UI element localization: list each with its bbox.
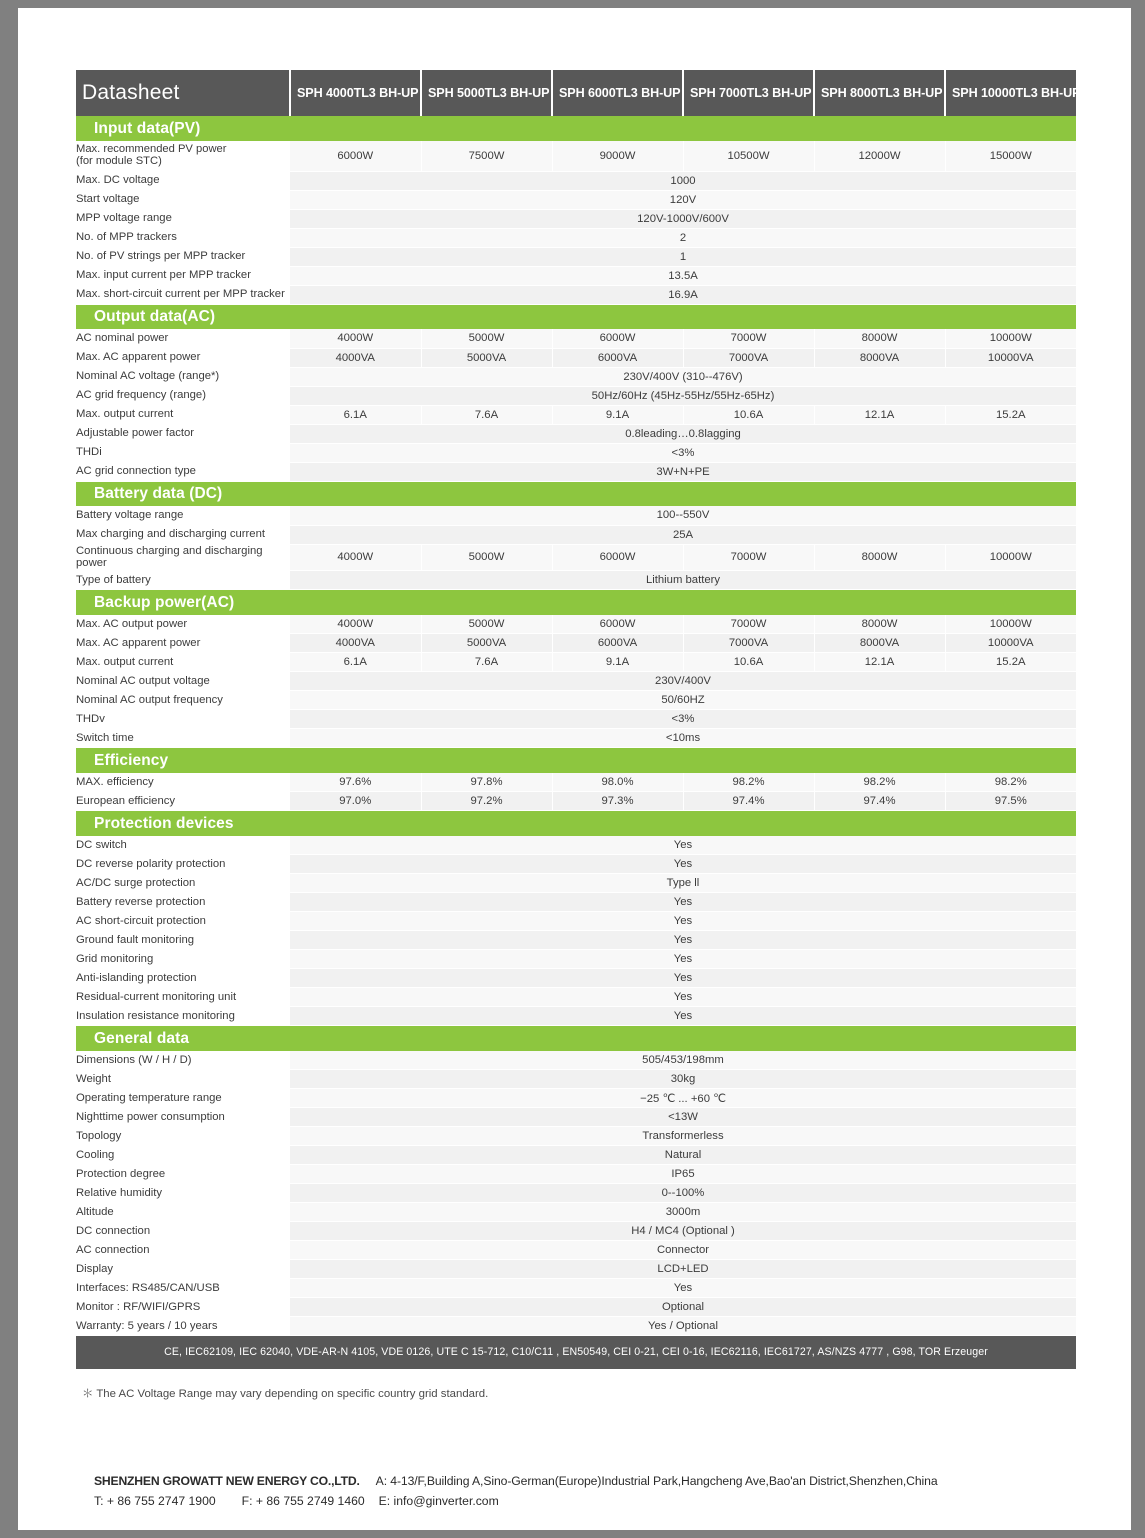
spec-value: 10500W — [683, 141, 814, 171]
company-telephone: T: + 86 755 2747 1900 — [94, 1494, 216, 1508]
table-row — [76, 266, 1076, 285]
table-body — [76, 70, 1081, 1336]
spec-label: DC connection — [76, 1222, 290, 1241]
spec-label: AC short-circuit protection — [76, 912, 290, 931]
company-footer — [94, 1474, 1074, 1508]
spec-label: Interfaces: RS485/CAN/USB — [76, 1279, 290, 1298]
spec-label: Max. short-circuit current per MPP tracker — [76, 285, 290, 304]
table-row — [76, 634, 1076, 653]
section-header-row — [76, 116, 1076, 141]
section-header-row — [76, 748, 1076, 773]
spec-value: 7000VA — [683, 634, 814, 653]
spec-value: 10000VA — [945, 348, 1076, 367]
table-row — [76, 1051, 1076, 1070]
table-row — [76, 171, 1076, 190]
spec-label: No. of PV strings per MPP tracker — [76, 247, 290, 266]
spec-value-spanning: Yes — [290, 1007, 1076, 1026]
spec-value-spanning: Yes — [290, 950, 1076, 969]
spec-label: Insulation resistance monitoring — [76, 1007, 290, 1026]
spec-value: 6000VA — [552, 634, 683, 653]
spec-label: Max. AC output power — [76, 615, 290, 634]
section-header-row — [76, 304, 1076, 329]
spec-value-spanning: 2 — [290, 228, 1076, 247]
spec-value: 5000W — [421, 615, 552, 634]
spec-value: 4000VA — [290, 634, 421, 653]
spec-value-spanning: <13W — [290, 1108, 1076, 1127]
spec-value: 15.2A — [945, 653, 1076, 672]
spec-value-spanning: 230V/400V (310--476V) — [290, 367, 1076, 386]
spec-label: Max. recommended PV power (for module STC) — [76, 141, 290, 171]
section-header-row — [76, 590, 1076, 615]
company-email: E: info@ginverter.com — [378, 1494, 499, 1508]
spec-label: Topology — [76, 1127, 290, 1146]
spec-value: 5000VA — [421, 348, 552, 367]
spec-value: 8000W — [814, 615, 945, 634]
table-row — [76, 348, 1076, 367]
spec-value: 7.6A — [421, 653, 552, 672]
spec-value-spanning: 50Hz/60Hz (45Hz-55Hz/55Hz-65Hz) — [290, 386, 1076, 405]
table-row — [76, 329, 1076, 348]
spec-value: 12000W — [814, 141, 945, 171]
spec-value: 6000VA — [552, 348, 683, 367]
section-title: General data — [76, 1026, 1076, 1051]
spec-value: 9.1A — [552, 653, 683, 672]
spec-value-spanning: Yes — [290, 1279, 1076, 1298]
spec-label: Ground fault monitoring — [76, 931, 290, 950]
spec-value: 5000W — [421, 544, 552, 571]
spec-value-spanning: 0--100% — [290, 1184, 1076, 1203]
spec-label: DC switch — [76, 836, 290, 855]
spec-value: 10000W — [945, 615, 1076, 634]
spec-value-spanning: <3% — [290, 443, 1076, 462]
spec-value: 7500W — [421, 141, 552, 171]
table-row — [76, 988, 1076, 1007]
spec-label: Nominal AC output frequency — [76, 691, 290, 710]
table-row — [76, 1089, 1076, 1108]
spec-value: 98.0% — [552, 773, 683, 792]
spec-value-spanning: 1000 — [290, 171, 1076, 190]
spec-value-spanning: 30kg — [290, 1070, 1076, 1089]
spec-value: 97.6% — [290, 773, 421, 792]
table-row — [76, 544, 1076, 571]
spec-value-spanning: Type ll — [290, 874, 1076, 893]
certifications-bar: CE, IEC62109, IEC 62040, VDE-AR-N 4105, VDE 0126, UTE C 15-712, C10/C11 , EN50549, CEI 0-21, CEI 0-16, IEC62116, IEC61727, AS/NZS 4777 , G98, TOR Erzeuger — [76, 1336, 1076, 1369]
section-title: Input data(PV) — [76, 116, 1076, 141]
column-header-model: SPH 8000TL3 BH-UP — [814, 70, 945, 116]
table-row — [76, 247, 1076, 266]
section-header-row — [76, 811, 1076, 836]
company-name: SHENZHEN GROWATT NEW ENERGY CO.,LTD. — [94, 1474, 360, 1488]
table-row — [76, 893, 1076, 912]
section-header-row — [76, 1026, 1076, 1051]
spec-value: 4000W — [290, 615, 421, 634]
spec-label: Grid monitoring — [76, 950, 290, 969]
spec-value-spanning: Transformerless — [290, 1127, 1076, 1146]
table-header-row — [76, 70, 1076, 116]
spec-value: 5000W — [421, 329, 552, 348]
spec-label: Operating temperature range — [76, 1089, 290, 1108]
table-row — [76, 506, 1076, 525]
datasheet-title: Datasheet — [76, 70, 290, 116]
spec-value: 10000W — [945, 544, 1076, 571]
spec-label: Nighttime power consumption — [76, 1108, 290, 1127]
spec-value: 97.0% — [290, 792, 421, 811]
company-fax: F: + 86 755 2749 1460 — [241, 1494, 365, 1508]
spec-label: Protection degree — [76, 1165, 290, 1184]
spec-value-spanning: Yes — [290, 969, 1076, 988]
table-row — [76, 691, 1076, 710]
spec-label: MAX. efficiency — [76, 773, 290, 792]
spec-label: AC connection — [76, 1241, 290, 1260]
spec-label: Relative humidity — [76, 1184, 290, 1203]
table-row — [76, 729, 1076, 748]
spec-value-spanning: Yes — [290, 931, 1076, 950]
table-row — [76, 615, 1076, 634]
spec-label: Cooling — [76, 1146, 290, 1165]
spec-label: THDi — [76, 443, 290, 462]
table-row — [76, 571, 1076, 590]
spec-value: 10000VA — [945, 634, 1076, 653]
spec-value-spanning: 25A — [290, 525, 1076, 544]
table-row — [76, 672, 1076, 691]
footnote-text: ＊ The AC Voltage Range may vary depending on specific country grid standard. — [82, 1388, 489, 1401]
table-row — [76, 855, 1076, 874]
table-row — [76, 836, 1076, 855]
spec-label: Switch time — [76, 729, 290, 748]
table-row — [76, 1317, 1076, 1336]
spec-value-spanning: 3000m — [290, 1203, 1076, 1222]
column-header-model: SPH 5000TL3 BH-UP — [421, 70, 552, 116]
spec-value: 9.1A — [552, 405, 683, 424]
spec-label: Max. AC apparent power — [76, 634, 290, 653]
spec-value-spanning: Yes — [290, 912, 1076, 931]
spec-value: 7000VA — [683, 348, 814, 367]
spec-label: Max. AC apparent power — [76, 348, 290, 367]
table-row — [76, 874, 1076, 893]
section-title: Protection devices — [76, 811, 1076, 836]
spec-value: 6.1A — [290, 405, 421, 424]
spec-value: 98.2% — [814, 773, 945, 792]
table-row — [76, 1203, 1076, 1222]
column-header-model: SPH 10000TL3 BH-UP — [945, 70, 1076, 116]
spec-value: 15.2A — [945, 405, 1076, 424]
spec-value: 12.1A — [814, 405, 945, 424]
datasheet-page — [18, 8, 1131, 1530]
spec-value-spanning: 120V-1000V/600V — [290, 209, 1076, 228]
spec-value: 10.6A — [683, 653, 814, 672]
spec-value: 97.3% — [552, 792, 683, 811]
spec-value: 98.2% — [683, 773, 814, 792]
spec-label: Max. output current — [76, 405, 290, 424]
table-row — [76, 424, 1076, 443]
spec-label: Battery reverse protection — [76, 893, 290, 912]
spec-value-spanning: H4 / MC4 (Optional ) — [290, 1222, 1076, 1241]
spec-label: AC nominal power — [76, 329, 290, 348]
table-row — [76, 209, 1076, 228]
spec-value: 8000W — [814, 329, 945, 348]
section-title: Battery data (DC) — [76, 481, 1076, 506]
spec-label: AC grid connection type — [76, 462, 290, 481]
spec-label: Monitor : RF/WIFI/GPRS — [76, 1298, 290, 1317]
spec-value-spanning: 3W+N+PE — [290, 462, 1076, 481]
spec-label: Start voltage — [76, 190, 290, 209]
table-row — [76, 190, 1076, 209]
spec-value-spanning: Yes / Optional — [290, 1317, 1076, 1336]
spec-value: 8000VA — [814, 634, 945, 653]
table-row — [76, 228, 1076, 247]
spec-label: Max. output current — [76, 653, 290, 672]
spec-value-spanning: LCD+LED — [290, 1260, 1076, 1279]
spec-label: No. of MPP trackers — [76, 228, 290, 247]
spec-value: 9000W — [552, 141, 683, 171]
spec-value: 98.2% — [945, 773, 1076, 792]
spec-value-spanning: 230V/400V — [290, 672, 1076, 691]
table-row — [76, 443, 1076, 462]
spec-value-spanning: <10ms — [290, 729, 1076, 748]
company-address: A: 4-13/F,Building A,Sino-German(Europe)Industrial Park,Hangcheng Ave,Bao'an District,Shenzhen,China — [375, 1474, 938, 1488]
spec-value: 4000W — [290, 544, 421, 571]
table-row — [76, 1260, 1076, 1279]
spec-label: Adjustable power factor — [76, 424, 290, 443]
spec-label: Continuous charging and discharging power — [76, 544, 290, 571]
spec-label: Battery voltage range — [76, 506, 290, 525]
spec-value: 6.1A — [290, 653, 421, 672]
spec-label: Warranty: 5 years / 10 years — [76, 1317, 290, 1336]
spec-value: 6000W — [552, 615, 683, 634]
spec-label: Nominal AC output voltage — [76, 672, 290, 691]
spec-label: Anti-islanding protection — [76, 969, 290, 988]
table-row — [76, 969, 1076, 988]
table-row — [76, 285, 1076, 304]
spec-value-spanning: Yes — [290, 836, 1076, 855]
spec-value: 5000VA — [421, 634, 552, 653]
table-row — [76, 1108, 1076, 1127]
spec-value-spanning: 0.8leading…0.8lagging — [290, 424, 1076, 443]
column-header-model: SPH 7000TL3 BH-UP — [683, 70, 814, 116]
table-row — [76, 931, 1076, 950]
spec-value: 97.8% — [421, 773, 552, 792]
spec-value: 8000W — [814, 544, 945, 571]
spec-label: DC reverse polarity protection — [76, 855, 290, 874]
spec-value: 97.4% — [814, 792, 945, 811]
spec-value-spanning: Yes — [290, 893, 1076, 912]
section-title: Output data(AC) — [76, 304, 1076, 329]
spec-value: 4000W — [290, 329, 421, 348]
table-row — [76, 1146, 1076, 1165]
table-row — [76, 141, 1076, 171]
spec-label: Altitude — [76, 1203, 290, 1222]
spec-value-spanning: 100--550V — [290, 506, 1076, 525]
spec-label: AC grid frequency (range) — [76, 386, 290, 405]
spec-label: Max. input current per MPP tracker — [76, 266, 290, 285]
spec-label: MPP voltage range — [76, 209, 290, 228]
spec-label: AC/DC surge protection — [76, 874, 290, 893]
table-row — [76, 1184, 1076, 1203]
column-header-model: SPH 6000TL3 BH-UP — [552, 70, 683, 116]
table-row — [76, 1222, 1076, 1241]
table-row — [76, 1165, 1076, 1184]
section-header-row — [76, 481, 1076, 506]
spec-value-spanning: <3% — [290, 710, 1076, 729]
specifications-table — [76, 70, 1081, 1336]
table-row — [76, 386, 1076, 405]
table-row — [76, 1007, 1076, 1026]
table-row — [76, 950, 1076, 969]
spec-value-spanning: 16.9A — [290, 285, 1076, 304]
table-row — [76, 792, 1076, 811]
spec-value-spanning: 120V — [290, 190, 1076, 209]
spec-value: 6000W — [552, 329, 683, 348]
spec-value-spanning: 50/60HZ — [290, 691, 1076, 710]
table-row — [76, 912, 1076, 931]
spec-value-spanning: Connector — [290, 1241, 1076, 1260]
spec-value: 97.4% — [683, 792, 814, 811]
table-row — [76, 405, 1076, 424]
table-row — [76, 1070, 1076, 1089]
spec-label: Dimensions (W / H / D) — [76, 1051, 290, 1070]
company-line-2 — [94, 1494, 1074, 1508]
spec-value: 7000W — [683, 329, 814, 348]
spec-value-spanning: Natural — [290, 1146, 1076, 1165]
spec-label: Type of battery — [76, 571, 290, 590]
table-row — [76, 710, 1076, 729]
spec-value: 10.6A — [683, 405, 814, 424]
spec-value: 12.1A — [814, 653, 945, 672]
table-row — [76, 1298, 1076, 1317]
datasheet-content — [76, 70, 1081, 1401]
spec-value-spanning: Yes — [290, 855, 1076, 874]
table-row — [76, 462, 1076, 481]
spec-value-spanning: Yes — [290, 988, 1076, 1007]
spec-value: 7.6A — [421, 405, 552, 424]
spec-label: THDv — [76, 710, 290, 729]
spec-value-spanning: 13.5A — [290, 266, 1076, 285]
spec-label: European efficiency — [76, 792, 290, 811]
spec-value: 6000W — [552, 544, 683, 571]
spec-value-spanning: Lithium battery — [290, 571, 1076, 590]
spec-value: 97.5% — [945, 792, 1076, 811]
table-row — [76, 367, 1076, 386]
spec-value: 6000W — [290, 141, 421, 171]
column-header-model: SPH 4000TL3 BH-UP — [290, 70, 421, 116]
table-row — [76, 525, 1076, 544]
table-row — [76, 1279, 1076, 1298]
spec-value: 10000W — [945, 329, 1076, 348]
table-row — [76, 653, 1076, 672]
spec-value-spanning: Optional — [290, 1298, 1076, 1317]
spec-value-spanning: IP65 — [290, 1165, 1076, 1184]
spec-label: Nominal AC voltage (range*) — [76, 367, 290, 386]
spec-value: 4000VA — [290, 348, 421, 367]
table-row — [76, 1127, 1076, 1146]
spec-value-spanning: 1 — [290, 247, 1076, 266]
table-row — [76, 1241, 1076, 1260]
section-title: Efficiency — [76, 748, 1076, 773]
spec-label: Display — [76, 1260, 290, 1279]
spec-value: 15000W — [945, 141, 1076, 171]
spec-value: 7000W — [683, 615, 814, 634]
spec-value: 8000VA — [814, 348, 945, 367]
table-row — [76, 773, 1076, 792]
spec-value-spanning: −25 ℃ ... +60 ℃ — [290, 1089, 1076, 1108]
spec-label: Max. DC voltage — [76, 171, 290, 190]
spec-label: Weight — [76, 1070, 290, 1089]
spec-value: 7000W — [683, 544, 814, 571]
section-title: Backup power(AC) — [76, 590, 1076, 615]
spec-value: 97.2% — [421, 792, 552, 811]
spec-value-spanning: 505/453/198mm — [290, 1051, 1076, 1070]
company-line-1 — [94, 1474, 1074, 1488]
spec-label: Residual-current monitoring unit — [76, 988, 290, 1007]
spec-label: Max charging and discharging current — [76, 525, 290, 544]
